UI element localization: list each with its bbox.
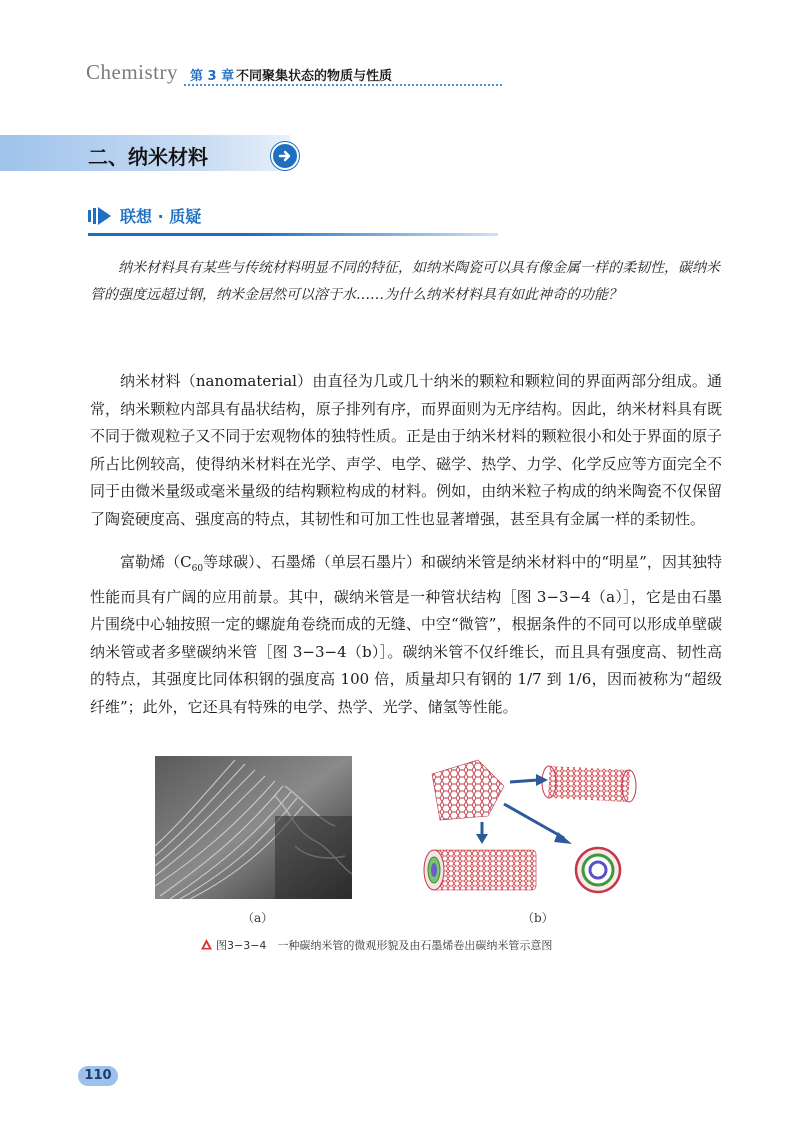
running-header [86,58,426,88]
brand-title: Chemistry [86,60,178,84]
triangle-caption-icon [200,938,213,951]
paragraph2-subscript: 60 [191,564,204,574]
multiwall-tube-graphic [424,850,536,890]
play-bars-icon [88,206,112,226]
subsection-heading [88,202,508,236]
subsection-underline [88,233,498,236]
figure-label-a: （a） [242,911,274,925]
intro-paragraph: 纳米材料具有某些与传统材料明显不同的特征，如纳米陶瓷可以具有像金属一样的柔韧性，碳纳米管的强度远超过钢，纳米金居然可以溶于水……为什么纳米材料具有如此神奇的功能？ [90,260,720,303]
arrow-right-icon [271,142,299,170]
figure-a-micrograph [155,756,352,899]
page-number: 110 [78,1066,118,1086]
figure-label-b: （b） [522,911,554,925]
paragraph2-lead: 富勒烯（C [120,553,192,571]
body-paragraph-2 [90,549,722,721]
chapter-number: 第 3 章 [190,69,235,84]
chapter-title: 不同聚集状态的物质与性质 [236,69,393,84]
figure-caption: 图3−3−4 一种碳纳米管的微观形貌及由石墨烯卷出碳纳米管示意图 [216,939,553,952]
paragraph2-rest: 等球碳）、石墨烯（单层石墨片）和碳纳米管是纳米材料中的“明星”，因其独特性能而具有广阔的应用前景。其中，碳纳米管是一种管状结构［图 3−3−4（a）］，它是由石墨片围绕中心轴按照一定的螺旋角卷绕而成的无缝、中空“微管”，根据条件的不同可以形成单壁碳纳米管或者多壁碳纳米管［图 3−3−4（b）］。碳纳米管不仅纤维长，而且具有强度高、韧性高的特点，其强度比同体积钢的强度高 100 倍，质量却只有钢的 1/7 到 1/6，因而被称为“超级纤维”；此外，它还具有特殊的电学、热学、光学、储氢等性能。 [90,553,722,716]
single-tube-graphic [542,766,636,802]
figure-b-nanotube-diagram [418,756,643,899]
tube-end-view-graphic [576,848,620,892]
header-dotted-rule [184,84,502,86]
body-paragraph-1: 纳米材料（nanomaterial）由直径为几或几十纳米的颗粒和颗粒间的界面两部分组成。通常，纳米颗粒内部具有晶状结构，原子排列有序，而界面则为无序结构。因此，纳米材料具有既不同于微观粒子又不同于宏观物体的独特性质。正是由于纳米材料的颗粒很小和处于界面的原子所占比例较高，使得纳米材料在光学、声学、电学、磁学、热学、力学、化学反应等方面完全不同于由微米量级或毫米量级的结构颗粒构成的材料。例如，由纳米粒子构成的纳米陶瓷不仅保留了陶瓷硬度高、强度高的特点，其韧性和可加工性也显著增强，甚至具有金属一样的柔韧性。 [90,372,722,528]
subsection-title: 联想 · 质疑 [120,207,202,226]
section-title: 二、纳米材料 [88,145,208,169]
